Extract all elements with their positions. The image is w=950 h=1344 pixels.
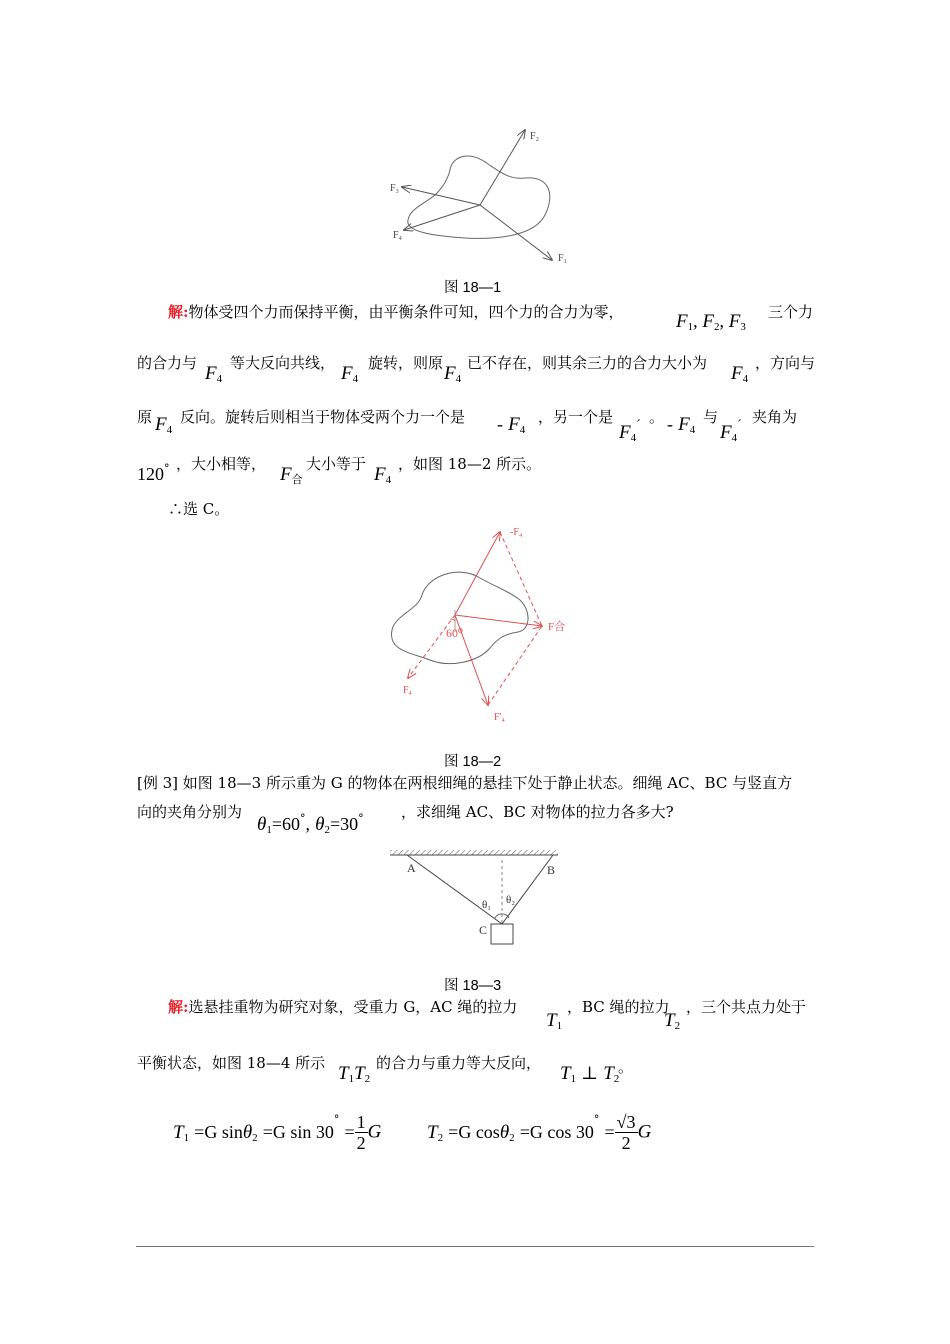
parallelogram-dash-1 [500, 532, 542, 626]
caption-fig-18-1: 图 18—1 [444, 280, 502, 296]
label-theta2: θ₂ [506, 894, 516, 906]
f4-prime-math-b: $F_4´$ [720, 418, 742, 444]
solution1-line1: 解:物体受四个力而保持平衡，由平衡条件可知，四个力的合力为零， [168, 303, 624, 321]
example3-line2: 向的夹角分别为 [137, 803, 243, 821]
figure-18-3 [385, 845, 565, 950]
label-a: A [407, 861, 416, 875]
f4-math-d: $F_4$ [731, 363, 749, 385]
label-angle-60: 60⁰ [446, 626, 463, 640]
f4-math-c: $F_4$ [444, 363, 462, 385]
f4-math-b: $F_4$ [341, 363, 359, 385]
figure-18-2 [380, 520, 580, 730]
figure-18-1 [380, 120, 580, 270]
neg-f4-math: - $F_4$ [497, 414, 526, 436]
f4-math-f: $F_4$ [374, 464, 392, 486]
perp-math: $T_1$ ⊥ $T_2$ [560, 1063, 620, 1085]
formula-t2: $T_2 =G$ cosθ$_2$ =G cos 30° = $\frac{√3}{2}$ G [427, 1112, 652, 1153]
label-f4: F₄ [403, 685, 413, 696]
caption-fig-18-3: 图 18—3 [444, 978, 502, 994]
f4-math-a: $F_4$ [205, 363, 223, 385]
f123-math: $F_1$, $F_2$, $F_3$ [676, 311, 746, 333]
object-outline [391, 572, 528, 663]
object-outline [408, 156, 550, 238]
f-he-math: $F_合$ [280, 464, 303, 486]
solution-label: 解: [168, 303, 189, 321]
rope-bc [502, 855, 556, 924]
label-b: B [547, 863, 556, 877]
t2-math: $T_2$ [664, 1010, 681, 1032]
label-f-he: F合 [548, 621, 566, 633]
neg-f4-math-b: - $F_4$ [667, 414, 696, 436]
hanging-weight [491, 924, 513, 944]
rope-ac [407, 855, 502, 924]
label-f1: F₁ [558, 253, 568, 264]
t1t2-math: $T_1T_2$ [338, 1063, 371, 1085]
answer-line: ∴选 C。 [168, 500, 230, 518]
label-theta1: θ₁ [482, 899, 492, 911]
caption-fig-18-2: 图 18—2 [444, 754, 502, 770]
solution2-line2: 平衡状态，如图 18—4 所示 [137, 1054, 326, 1072]
label-f2: F₂ [530, 131, 540, 142]
solution1-line2: 的合力与 [137, 354, 198, 372]
f4-math-e: $F_4$ [155, 414, 173, 436]
label-f3: F₃ [390, 183, 400, 194]
solution1-line3: 原 [137, 408, 153, 426]
force-f4-arrow [408, 615, 455, 678]
force-f3-arrow [402, 187, 480, 205]
angle-120-math: 120° [137, 462, 170, 484]
solution-label: 解: [168, 998, 189, 1016]
force-neg-f4-arrow [455, 532, 500, 615]
force-f-he-arrow [455, 615, 542, 626]
label-c: C [479, 923, 488, 937]
solution2-line1: 解:选悬挂重物为研究对象，受重力 G，AC 绳的拉力 [168, 998, 518, 1016]
formula-t1: $T_1 =G$ sinθ$_2$ =G sin 30° = $\frac{1}{2}$ G [173, 1112, 382, 1153]
t1-math: $T_1$ [546, 1010, 563, 1032]
label-f4: F₄ [393, 230, 403, 241]
footer-divider [136, 1246, 814, 1247]
label-neg-f4: -F₄ [510, 527, 523, 538]
solution1-line1-end: 三个力 [768, 303, 814, 321]
label-f4-prime: F'₄ [494, 712, 505, 723]
parallelogram-dash-2 [488, 626, 542, 705]
force-f2-arrow [480, 130, 525, 205]
ceiling [390, 850, 558, 855]
force-f1-arrow [480, 205, 552, 260]
theta-values-math: $\theta_1=60^\circ$, $\theta_2=30^\circ$ [257, 812, 364, 836]
f4-prime-math: $F_4´$ [619, 418, 641, 444]
example3-line1: [例 3] 如图 18—3 所示重为 G 的物体在两根细绳的悬挂下处于静止状态。细绳 AC、BC 与竖直方 [137, 774, 793, 792]
